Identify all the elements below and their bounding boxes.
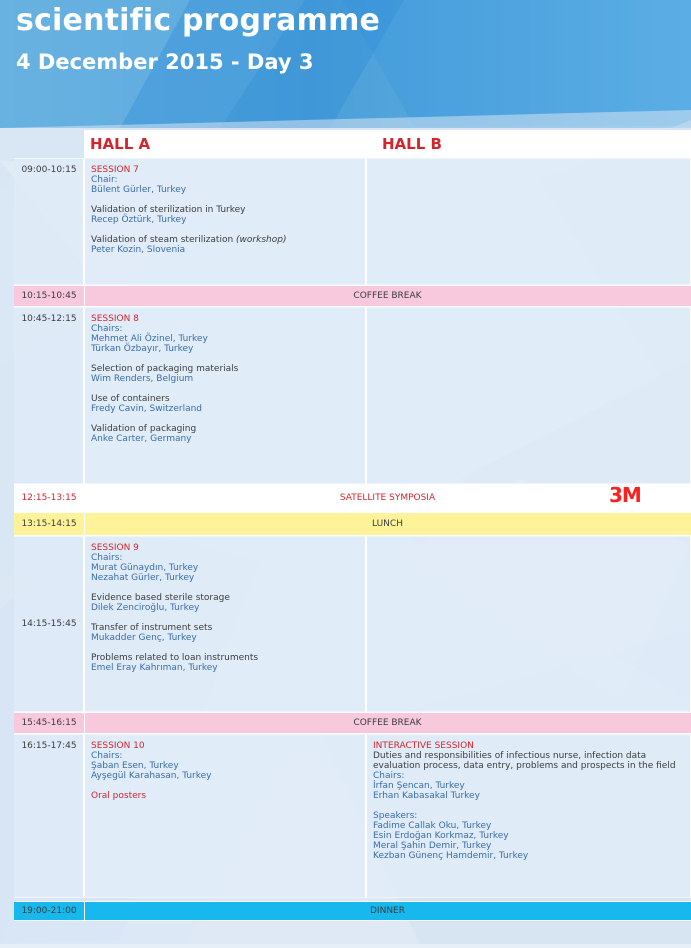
session-9-talk-3-title: Problems related to loan instruments <box>91 653 259 663</box>
oral-posters-label: Oral posters <box>91 791 147 801</box>
session-10-time: 16:15-17:45 <box>21 741 77 751</box>
lunch-row <box>14 512 691 536</box>
3m-logo: 3M <box>609 484 641 507</box>
session-7-talk-2-speaker: Peter Kozin, Slovenia <box>91 245 186 255</box>
session-10-chair-1: Şaban Esen, Turkey <box>91 761 179 771</box>
session-10-hall-a <box>84 734 366 898</box>
session-9-talk-2-speaker: Mukadder Genç, Turkey <box>91 633 197 643</box>
session-10-title: SESSION 10 <box>91 741 145 751</box>
session-7-talk-1-title: Validation of sterilization in Turkey <box>91 205 246 215</box>
session-7-talk-1-speaker: Recep Öztürk, Turkey <box>91 215 187 225</box>
lunch-time: 13:15-14:15 <box>14 513 85 535</box>
coffee-break-2-label: COFFEE BREAK <box>353 718 422 728</box>
page-title: scientific programme <box>16 3 381 38</box>
session-7-talk-2-title <box>91 235 365 245</box>
satellite-symposia-row <box>14 484 691 512</box>
coffee-break-1-time: 10:15-10:45 <box>14 286 85 306</box>
interactive-session-description-line-1: Duties and responsibilities of infectious nurse, infection data <box>373 751 647 761</box>
session-8-chair-1: Mehmet Ali Özinel, Turkey <box>91 334 208 344</box>
session-8-talk-1-title: Selection of packaging materials <box>91 364 239 374</box>
coffee-break-2-row <box>14 712 691 734</box>
interactive-session-hall-b <box>366 734 691 898</box>
session-9-chair-2: Nezahat Gürler, Turkey <box>91 573 195 583</box>
session-8-chair-2: Türkan Özbayır, Turkey <box>91 344 194 354</box>
hall-b-header: HALL B <box>366 130 691 158</box>
session-9-hall-a <box>84 536 366 712</box>
session-9-time: 14:15-15:45 <box>21 619 77 629</box>
spacer <box>91 195 365 205</box>
interactive-session-speaker-1: Fadime Callak Oku, Turkey <box>373 821 492 831</box>
session-7-hall-b <box>366 158 691 285</box>
coffee-break-1-row <box>14 285 691 307</box>
session-10-chair-2: Ayşegül Karahasan, Turkey <box>91 771 212 781</box>
spacer <box>91 225 365 235</box>
session-7-title: SESSION 7 <box>91 165 139 175</box>
session-8-hall-a <box>84 307 366 484</box>
satellite-symposia-label: SATELLITE SYMPOSIA <box>339 493 436 503</box>
dinner-label: DINNER <box>370 906 405 916</box>
session-8-time: 10:45-12:15 <box>21 314 77 324</box>
spacer <box>373 801 690 811</box>
session-7-time: 09:00-10:15 <box>21 165 77 175</box>
session-8-talk-2-title: Use of containers <box>91 394 170 404</box>
dinner-time: 19:00-21:00 <box>14 902 85 920</box>
spacer <box>91 781 365 791</box>
spacer <box>91 384 365 394</box>
page-subtitle: 4 December 2015 - Day 3 <box>16 50 314 74</box>
session-9-chair-1: Murat Günaydın, Turkey <box>91 563 199 573</box>
lunch-label: LUNCH <box>372 519 403 529</box>
interactive-session-speaker-2: Esin Erdoğan Korkmaz, Turkey <box>373 831 509 841</box>
interactive-session-chair-label: Chairs: <box>373 771 405 781</box>
session-9-title: SESSION 9 <box>91 543 139 553</box>
spacer <box>91 583 365 593</box>
interactive-session-chair-2: Erhan Kabasakal Turkey <box>373 791 480 801</box>
session-8-talk-2-speaker: Fredy Cavin, Switzerland <box>91 404 203 414</box>
session-7-chair: Bülent Gürler, Turkey <box>91 185 187 195</box>
session-10-chair-label: Chairs: <box>91 751 123 761</box>
session-9-talk-2-title: Transfer of instrument sets <box>91 623 213 633</box>
interactive-session-speaker-3: Meral Şahin Demir, Turkey <box>373 841 492 851</box>
interactive-session-speaker-4: Kezban Günenç Hamdemir, Turkey <box>373 851 529 861</box>
session-7-hall-a <box>84 158 366 285</box>
interactive-session-title: INTERACTIVE SESSION <box>373 741 474 751</box>
dinner-row <box>14 901 691 921</box>
spacer <box>91 414 365 424</box>
session-9-talk-1-speaker: Dilek Zenciroğlu, Turkey <box>91 603 200 613</box>
interactive-session-chair-1: İrfan Şencan, Turkey <box>373 781 465 791</box>
session-8-talk-1-speaker: Wim Renders, Belgium <box>91 374 194 384</box>
spacer <box>91 643 365 653</box>
session-8-title: SESSION 8 <box>91 314 139 324</box>
session-9-hall-b <box>366 536 691 712</box>
session-8-talk-3-title: Validation of packaging <box>91 424 197 434</box>
session-7-talk-2-title-italic: (workshop) <box>236 235 287 245</box>
session-9-talk-3-speaker: Emel Eray Kahrıman, Turkey <box>91 663 218 673</box>
session-7-chair-label: Chair: <box>91 175 118 185</box>
session-7-talk-2-title-main: Validation of steam sterilization <box>91 235 237 245</box>
session-8-talk-3-speaker: Anke Carter, Germany <box>91 434 192 444</box>
session-9-talk-1-title: Evidence based sterile storage <box>91 593 230 603</box>
session-8-chair-label: Chairs: <box>91 324 123 334</box>
coffee-break-1-label: COFFEE BREAK <box>353 291 422 301</box>
session-8-hall-b <box>366 307 691 484</box>
interactive-session-description-line-2: evaluation process, data entry, problems and prospects in the field <box>373 761 676 771</box>
spacer <box>91 613 365 623</box>
session-9-chair-label: Chairs: <box>91 553 123 563</box>
hall-a-header: HALL A <box>84 130 366 158</box>
interactive-session-speakers-label: Speakers: <box>373 811 418 821</box>
satellite-symposia-time: 12:15-13:15 <box>14 485 85 511</box>
spacer <box>91 354 365 364</box>
coffee-break-2-time: 15:45-16:15 <box>14 713 85 733</box>
